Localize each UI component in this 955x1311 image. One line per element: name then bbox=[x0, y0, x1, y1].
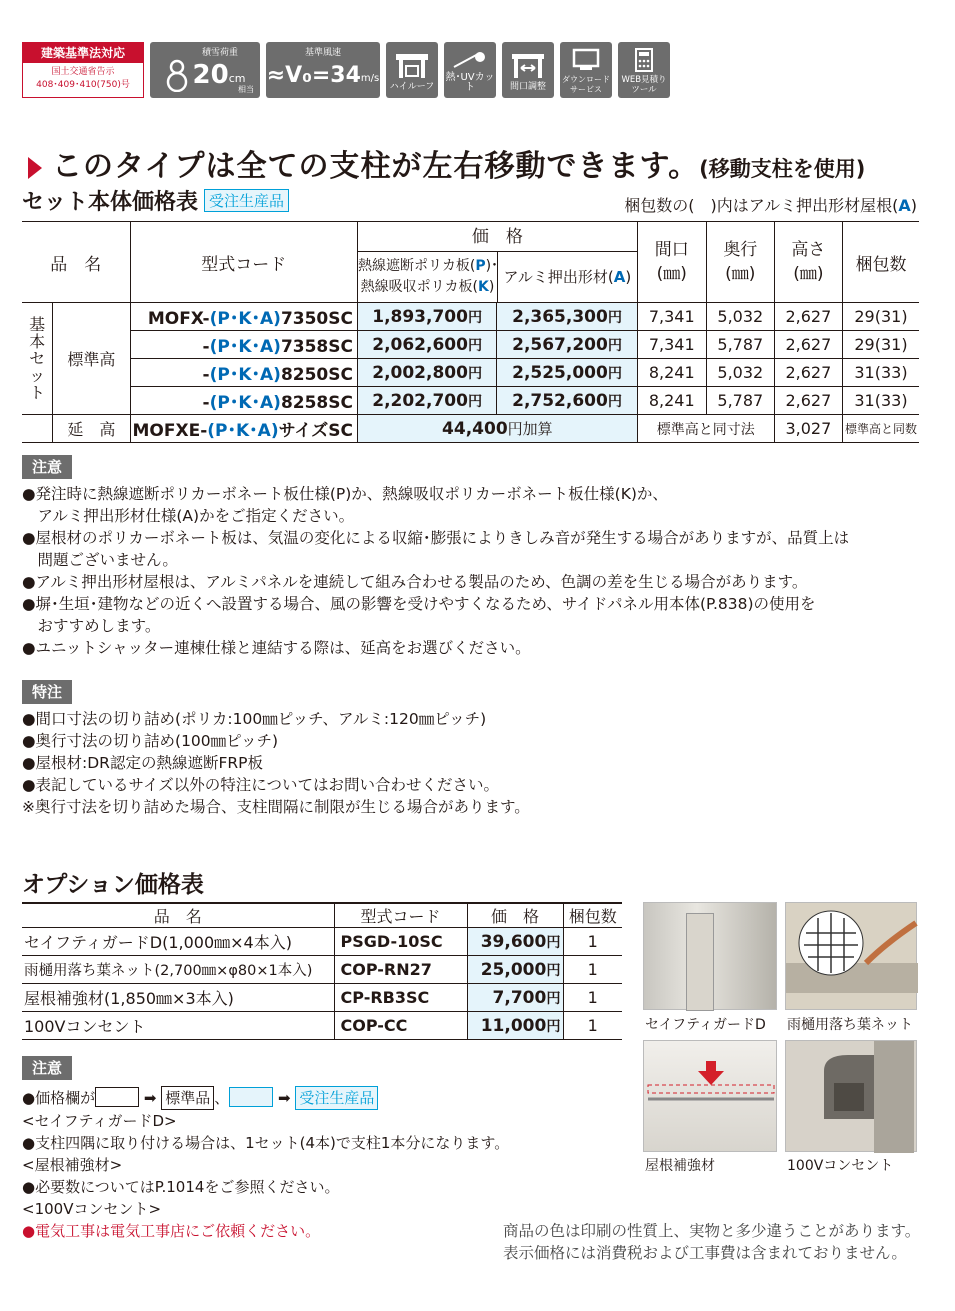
wind-unit: m/s bbox=[360, 72, 380, 84]
snow-caption: 積雪荷重 bbox=[201, 48, 238, 58]
special-order-notes bbox=[22, 680, 927, 818]
web-estimate-label: WEB見積りツール bbox=[621, 75, 667, 95]
note-line: ●支柱四隅に取り付ける場合は、1セット(4本)で支柱1本分になります。 bbox=[22, 1134, 510, 1152]
outlet-icon bbox=[786, 1041, 918, 1153]
high-roof-label: ハイルーフ bbox=[389, 82, 435, 92]
note-line: ●発注時に熱線遮断ポリカーボネート板仕様(P)か、熱線吸収ポリカーボネート板仕様(K)か、 bbox=[22, 485, 668, 503]
price-legend: ●価格欄が ➡ 標準品 、 ➡ 受注生産品 bbox=[22, 1086, 622, 1110]
header-width: 間口 (㎜) bbox=[637, 222, 706, 303]
height-value: 2,627 bbox=[774, 359, 842, 387]
pack-value: 31(33) bbox=[842, 359, 919, 387]
web-estimate-badge bbox=[618, 42, 670, 98]
extended-price: 44,400円加算 bbox=[357, 415, 637, 443]
header-depth: 奥行 (㎜) bbox=[706, 222, 774, 303]
snow-sub: 相当 bbox=[238, 85, 254, 94]
price-polycarbonate: 2,062,600円 bbox=[357, 331, 496, 359]
table-row: セイフティガードD(1,000㎜×4本入) PSGD-10SC 39,600円 1 bbox=[22, 928, 622, 956]
model-code: -(P･K･A)8258SC bbox=[130, 387, 357, 415]
extended-height-label: 延 高 bbox=[53, 415, 130, 443]
table-row-extended bbox=[22, 415, 919, 443]
note-line: 問題ございません。 bbox=[22, 551, 178, 569]
note-line: ●奥行寸法の切り詰め(100㎜ピッチ) bbox=[22, 732, 279, 750]
option-price-table bbox=[22, 902, 622, 1040]
safety-guard-image bbox=[643, 902, 777, 1010]
safety-guard-caption: セイフティガードD bbox=[645, 1017, 766, 1033]
uv-cut-badge bbox=[444, 42, 496, 98]
download-icon bbox=[566, 47, 606, 73]
pack-value: 標準高と同数 bbox=[842, 415, 919, 443]
price-aluminum: 2,525,000円 bbox=[497, 359, 637, 387]
calculator-icon bbox=[624, 47, 664, 73]
snow-value: 20 bbox=[192, 60, 229, 90]
table-row bbox=[22, 303, 919, 331]
caution-notes bbox=[22, 455, 927, 659]
width-value: 7,341 bbox=[637, 303, 706, 331]
depth-value: 5,032 bbox=[706, 359, 774, 387]
depth-value: 5,032 bbox=[706, 303, 774, 331]
price-polycarbonate: 2,202,700円 bbox=[357, 387, 496, 415]
height-value: 2,627 bbox=[774, 331, 842, 359]
height-value: 2,627 bbox=[774, 303, 842, 331]
option-header-pack: 梱包数 bbox=[563, 903, 622, 928]
note-line: ●表記しているサイズ以外の特注についてはお問い合わせください。 bbox=[22, 776, 499, 794]
width-value: 8,241 bbox=[637, 387, 706, 415]
model-code: MOFXE-(P･K･A)サイズSC bbox=[130, 415, 357, 443]
headline-main: このタイプは全ての支柱が左右移動できます。 bbox=[52, 149, 700, 184]
table-row: 屋根補強材(1,850㎜×3本入) CP-RB3SC 7,700円 1 bbox=[22, 984, 622, 1012]
option-header-row bbox=[22, 903, 622, 928]
width-value: 8,241 bbox=[637, 359, 706, 387]
price-aluminum: 2,365,300円 bbox=[497, 303, 637, 331]
outlet-caption: 100Vコンセント bbox=[787, 1158, 894, 1174]
badge-row bbox=[22, 42, 670, 98]
high-roof-badge bbox=[386, 42, 438, 98]
wind-caption: 基準風速 bbox=[304, 48, 341, 58]
uv-cut-icon bbox=[450, 49, 490, 71]
note-line: アルミ押出形材仕様(A)かをご指定ください。 bbox=[22, 507, 355, 525]
table-row bbox=[22, 331, 919, 359]
building-law-badge bbox=[22, 42, 144, 98]
order-swatch bbox=[229, 1087, 273, 1107]
wind-value: ≈V₀=34 bbox=[266, 62, 361, 88]
download-badge bbox=[560, 42, 612, 98]
uv-cut-label: 熱･UVカット bbox=[445, 72, 495, 93]
footer-notes bbox=[503, 1220, 920, 1264]
width-adjust-badge bbox=[502, 42, 554, 98]
header-name: 品 名 bbox=[22, 222, 130, 303]
leaf-net-caption: 雨樋用落ち葉ネット bbox=[787, 1017, 913, 1033]
snow-load-badge bbox=[150, 42, 260, 98]
snowman-icon bbox=[165, 58, 189, 92]
standard-height-label: 標準高 bbox=[53, 303, 130, 415]
header-code: 型式コード bbox=[130, 222, 357, 303]
price-aluminum: 2,567,200円 bbox=[497, 331, 637, 359]
option-header-code: 型式コード bbox=[334, 903, 467, 928]
reinforcement-arrow-icon bbox=[644, 1041, 778, 1153]
note-line: ●塀･生垣･建物などの近くへ設置する場合、風の影響を受けやすくなるため、サイドパネル用本体(P.838)の使用を bbox=[22, 595, 816, 613]
option-title: オプション価格表 bbox=[22, 872, 204, 898]
option-caution-label: 注意 bbox=[22, 1056, 72, 1080]
set-price-table bbox=[22, 221, 919, 443]
header-price: 価 格 熱線遮断ポリカ板(P)･ 熱線吸収ポリカ板(K) アルミ押出形材(A) bbox=[357, 222, 637, 303]
footer-line: 表示価格には消費税および工事費は含まれておりません。 bbox=[503, 1244, 907, 1262]
model-code: -(P･K･A)7358SC bbox=[130, 331, 357, 359]
law-sub2: 408･409･410(750)号 bbox=[36, 80, 130, 90]
option-caution-notes bbox=[22, 1056, 622, 1242]
note-line: ●間口寸法の切り詰め(ポリカ:100㎜ピッチ、アルミ:120㎜ピッチ) bbox=[22, 710, 487, 728]
table-row bbox=[22, 387, 919, 415]
height-value: 2,627 bbox=[774, 387, 842, 415]
roof-reinforcement-image bbox=[643, 1040, 777, 1152]
made-to-order-tag: 受注生産品 bbox=[204, 189, 289, 212]
height-value: 3,027 bbox=[774, 415, 842, 443]
note-line: ※奥行寸法を切り詰めた場合、支柱間隔に制限が生じる場合があります。 bbox=[22, 798, 530, 816]
width-adjust-label: 間口調整 bbox=[509, 82, 546, 92]
table-row: 100Vコンセント COP-CC 11,000円 1 bbox=[22, 1012, 622, 1040]
note-line: ●屋根材:DR認定の熱線遮断FRP板 bbox=[22, 754, 263, 772]
note-line: ●ユニットシャッター連棟仕様と連結する際は、延高をお選びください。 bbox=[22, 639, 531, 657]
headline-arrow-icon bbox=[28, 157, 42, 179]
model-code: -(P･K･A)8250SC bbox=[130, 359, 357, 387]
footer-line: 商品の色は印刷の性質上、実物と多少違うことがあります。 bbox=[503, 1222, 921, 1240]
depth-value: 5,787 bbox=[706, 387, 774, 415]
note-line: <セイフティガードD> bbox=[22, 1112, 177, 1130]
note-line: <100Vコンセント> bbox=[22, 1200, 162, 1218]
note-line: おすすめします。 bbox=[22, 617, 161, 635]
price-polycarbonate: 2,002,800円 bbox=[357, 359, 496, 387]
roof-reinforcement-caption: 屋根補強材 bbox=[645, 1158, 715, 1174]
outlet-image bbox=[785, 1040, 917, 1152]
header-pack: 梱包数 bbox=[842, 222, 919, 303]
price-aluminum: 2,752,600円 bbox=[497, 387, 637, 415]
header-height: 高さ (㎜) bbox=[774, 222, 842, 303]
wind-speed-badge bbox=[266, 42, 380, 98]
note-line: ●屋根材のポリカーボネート板は、気温の変化による収縮･膨張によりきしみ音が発生する場合がありますが、品質上は bbox=[22, 529, 850, 547]
law-title: 建築基準法対応 bbox=[23, 43, 143, 63]
standard-swatch bbox=[95, 1087, 139, 1107]
headline bbox=[28, 141, 865, 185]
snow-unit: cm bbox=[228, 71, 246, 85]
special-order-label: 特注 bbox=[22, 680, 72, 704]
pack-value: 31(33) bbox=[842, 387, 919, 415]
pack-value: 29(31) bbox=[842, 331, 919, 359]
high-roof-icon bbox=[392, 50, 432, 80]
law-sub1: 国土交通省告示 bbox=[51, 67, 115, 77]
section-title-set-price: セット本体価格表 受注生産品 bbox=[22, 185, 289, 216]
caution-label: 注意 bbox=[22, 455, 72, 479]
depth-value: 5,787 bbox=[706, 331, 774, 359]
packing-note: 梱包数の( )内はアルミ押出形材屋根(A) bbox=[624, 196, 917, 215]
download-label: ダウンロードサービス bbox=[562, 75, 610, 94]
note-line: ●必要数についてはP.1014をご参照ください。 bbox=[22, 1178, 340, 1196]
leaf-net-image bbox=[785, 902, 917, 1010]
table-row bbox=[22, 359, 919, 387]
electric-note: ●電気工事は電気工事店にご依頼ください。 bbox=[22, 1222, 321, 1240]
note-line: <屋根補強材> bbox=[22, 1156, 123, 1174]
width-adjust-icon bbox=[508, 50, 548, 80]
table-row: 雨樋用落ち葉ネット(2,700㎜×φ80×1本入) COP-RN27 25,000円 1 bbox=[22, 956, 622, 984]
headline-sub: (移動支柱を使用) bbox=[699, 157, 866, 181]
price-polycarbonate: 1,893,700円 bbox=[357, 303, 496, 331]
pack-value: 29(31) bbox=[842, 303, 919, 331]
note-line: ●アルミ押出形材屋根は、アルミパネルを連続して組み合わせる製品のため、色調の差を生じる場合があります。 bbox=[22, 573, 808, 591]
model-code: MOFX-(P･K･A)7350SC bbox=[130, 303, 357, 331]
leaf-net-icon bbox=[786, 903, 918, 1011]
table-header-row bbox=[22, 222, 919, 303]
option-header-price: 価 格 bbox=[467, 903, 563, 928]
basic-set-label: 基本セット bbox=[22, 303, 53, 415]
extended-size: 標準高と同寸法 bbox=[637, 415, 774, 443]
option-header-name: 品 名 bbox=[22, 903, 334, 928]
width-value: 7,341 bbox=[637, 331, 706, 359]
